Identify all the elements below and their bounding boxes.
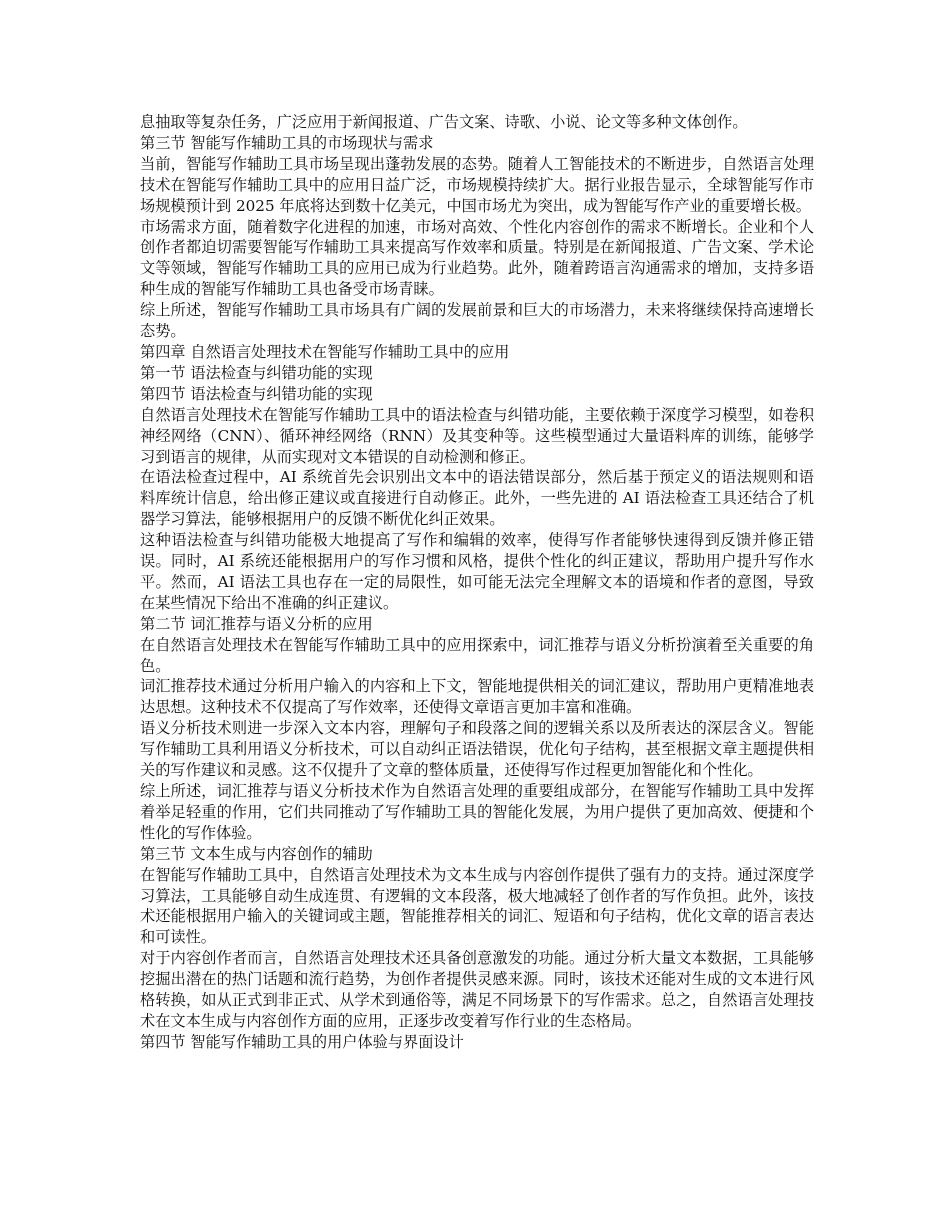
- chapter-heading-nlp-applications: 第四章 自然语言处理技术在智能写作辅助工具中的应用: [140, 342, 510, 361]
- paragraph-creative-inspiration: 对于内容创作者而言，自然语言处理技术还具备创意激发的功能。通过分析大量文本数据，工具能够挖掘出潜在的热门话题和流行趋势，为创作者提供灵感来源。同时，该技术还能对生成的文本进行风格转换，如从正式到非正式、从学术到通俗等，满足不同场景下的写作需求。总之，自然语言处理技术在文本生成与内容创作方面的应用，正逐步改变着写作行业的生态格局。: [140, 949, 814, 1030]
- section-heading-text-generation: 第三节 文本生成与内容创作的辅助: [140, 844, 373, 863]
- paragraph-semantic-analysis: 语义分析技术则进一步深入文本内容，理解句子和段落之间的逻辑关系以及所表达的深层含义。智能写作辅助工具利用语义分析技术，可以自动纠正语法错误，优化句子结构，甚至根据文章主题提供相关的写作建议和灵感。这不仅提升了文章的整体质量，还使得写作过程更加智能化和个性化。: [140, 719, 814, 780]
- section-heading-market-status: 第三节 智能写作辅助工具的市场现状与需求: [140, 133, 434, 152]
- paragraph-grammar-models: 自然语言处理技术在智能写作辅助工具中的语法检查与纠错功能，主要依赖于深度学习模型，如卷积神经网络（CNN）、循环神经网络（RNN）及其变种等。这些模型通过大量语料库的训练，能够学习到语言的规律，从而实现对文本错误的自动检测和修正。: [140, 405, 814, 466]
- paragraph-market-overview: 当前，智能写作辅助工具市场呈现出蓬勃发展的态势。随着人工智能技术的不断进步，自然语言处理技术在智能写作辅助工具中的应用日益广泛，市场规模持续扩大。据行业报告显示，全球智能写作市场规模预计到 2025 年底将达到数十亿美元，中国市场尤为突出，成为智能写作产业的重要增长极。: [140, 154, 814, 215]
- paragraph-vocabulary-summary: 综上所述，词汇推荐与语义分析技术作为自然语言处理的重要组成部分，在智能写作辅助工具中发挥着举足轻重的作用，它们共同推动了写作辅助工具的智能化发展，为用户提供了更加高效、便捷和个性化的写作体验。: [140, 782, 814, 842]
- paragraph-intro-continuation: 息抽取等复杂任务，广泛应用于新闻报道、广告文案、诗歌、小说、论文等多种文体创作。: [140, 113, 748, 131]
- paragraph-grammar-process: 在语法检查过程中，AI 系统首先会识别出文本中的语法错误部分，然后基于预定义的语法规则和语料库统计信息，给出修正建议或直接进行自动修正。此外，一些先进的 AI 语法检查工具还结合了机器学习算法，能够根据用户的反馈不断优化纠正效果。: [140, 468, 814, 529]
- paragraph-vocabulary-intro: 在自然语言处理技术在智能写作辅助工具中的应用探索中，词汇推荐与语义分析扮演着至关重要的角色。: [140, 635, 814, 675]
- section-heading-user-experience: 第四节 智能写作辅助工具的用户体验与界面设计: [140, 1032, 464, 1051]
- section-heading-grammar-check-1: 第一节 语法检查与纠错功能的实现: [140, 363, 373, 382]
- section-heading-grammar-check-4: 第四节 语法检查与纠错功能的实现: [140, 384, 373, 403]
- paragraph-market-demand: 市场需求方面，随着数字化进程的加速，市场对高效、个性化内容创作的需求不断增长。企业和个人创作者都迫切需要智能写作辅助工具来提高写作效率和质量。特别是在新闻报道、广告文案、学术论文等领域，智能写作辅助工具的应用已成为行业趋势。此外，随着跨语言沟通需求的增加，支持多语种生成的智能写作辅助工具也备受市场青睐。: [140, 217, 814, 299]
- paragraph-grammar-benefits: 这种语法检查与纠错功能极大地提高了写作和编辑的效率，使得写作者能够快速得到反馈并修正错误。同时，AI 系统还能根据用户的写作习惯和风格，提供个性化的纠正建议，帮助用户提升写作水平。然而，AI 语法工具也存在一定的局限性，如可能无法完全理解文本的语境和作者的意图，导致在某些情况下给出不准确的纠正建议。: [140, 531, 814, 612]
- document-body: [140, 112, 814, 1053]
- section-heading-vocabulary-semantics: 第二节 词汇推荐与语义分析的应用: [140, 614, 373, 633]
- paragraph-vocabulary-recommendation: 词汇推荐技术通过分析用户输入的内容和上下文，智能地提供相关的词汇建议，帮助用户更精准地表达思想。这种技术不仅提高了写作效率，还使得文章语言更加丰富和准确。: [140, 677, 814, 717]
- paragraph-text-generation: 在智能写作辅助工具中，自然语言处理技术为文本生成与内容创作提供了强有力的支持。通过深度学习算法，工具能够自动生成连贯、有逻辑的文本段落，极大地减轻了创作者的写作负担。此外，该技术还能根据用户输入的关键词或主题，智能推荐相关的词汇、短语和句子结构，优化文章的语言表达和可读性。: [140, 865, 814, 947]
- paragraph-market-summary: 综上所述，智能写作辅助工具市场具有广阔的发展前景和巨大的市场潜力，未来将继续保持高速增长态势。: [140, 301, 814, 341]
